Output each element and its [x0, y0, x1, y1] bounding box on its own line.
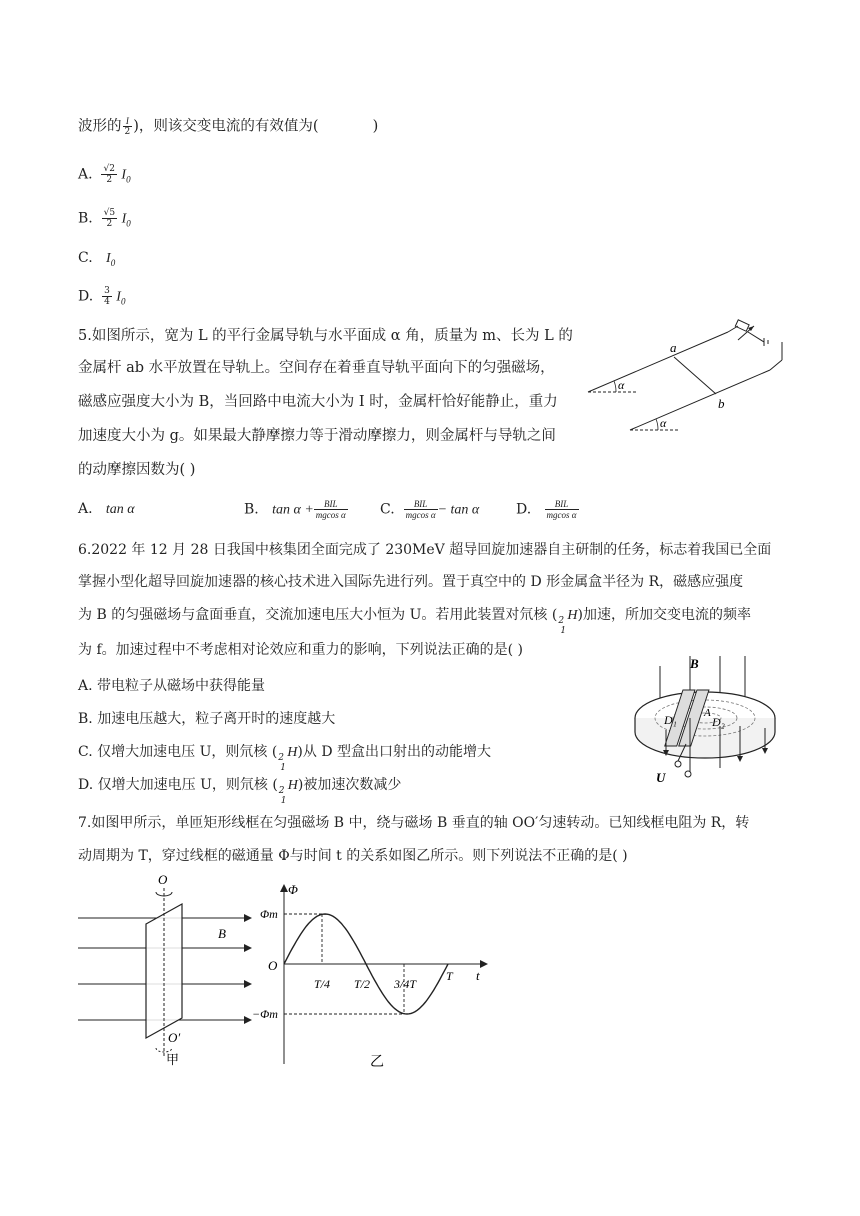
q5-stem-line-2: 金属杆 ab 水平放置在导轨上。空间存在着垂直导轨平面向下的匀强磁场， [78, 360, 555, 376]
q7-neg-phi-m-label: −Φm [252, 1007, 278, 1021]
q6-stem-line-3: 为 B 的匀强磁场与盒面垂直，交流加速电压大小恒为 U。若用此装置对氘核 ( 2 1 H)加速，所加交变电流的频率 [78, 607, 751, 636]
q5-label-a: a [670, 340, 677, 355]
q7-tick-T2: T/2 [354, 977, 371, 991]
q4-option-d[interactable]: D. $\frac{3}{4}$ $I_0$ [78, 286, 126, 307]
q6-label-U: U [656, 770, 666, 785]
q6-option-c[interactable]: C. 仅增大加速电压 U，则氘核 ( 2 1 H)从 D 型盒出口射出的动能增大 [78, 744, 492, 773]
q7-label-O2: O′ [168, 1030, 181, 1045]
q7-tick-T: T [446, 969, 453, 983]
q7-x-axis-label: t [476, 968, 480, 983]
q7-y-axis-label: Φ [288, 882, 298, 897]
q7-phi-m-label: Φm [260, 907, 278, 921]
q5-angle-2: α [660, 416, 667, 430]
q6-label-A: A [704, 707, 711, 719]
q7-caption-yi: 乙 [370, 1055, 384, 1070]
q5-stem-line-4: 加速度大小为 g。如果最大静摩擦力等于滑动摩擦力，则金属杆与导轨之间 [78, 428, 556, 444]
q6-label-D1: D₁ [664, 713, 677, 727]
q7-caption-jia: 甲 [166, 1052, 180, 1067]
q5-label-b: b [718, 396, 725, 411]
q4-option-c[interactable]: C. $I_0$ [78, 250, 116, 268]
q7-figure-jia-coil [76, 868, 256, 1068]
q6-stem-line-2: 掌握小型化超导回旋加速器的核心技术进入国际先进行列。置于真空中的 D 形金属盒半径为 R，磁感应强度 [78, 574, 744, 590]
q6-figure-cyclotron [630, 656, 780, 788]
q5-stem-line-1: 5.如图所示，宽为 L 的平行金属导轨与水平面成 α 角，质量为 m、长为 L 的 [78, 328, 573, 344]
q7-figure-yi-flux-graph [252, 880, 502, 1076]
q5-option-d[interactable]: D. $\frac{\text{BIL}}{\text{mgcos α}}$ [516, 499, 577, 520]
q4-stem-tail: 波形的 $\frac{I}{2}$ )，则该交变电流的有效值为( ) [78, 116, 379, 137]
q6-stem-line-4: 为 f。加速过程中不考虑相对论效应和重力的影响，下列说法正确的是( ) [78, 642, 524, 658]
q5-option-a[interactable]: A. tan α [78, 501, 135, 517]
q5-stem-line-3: 磁感应强度大小为 B，当回路中电流大小为 I 时，金属杆恰好能静止，重力 [78, 394, 558, 410]
q7-origin-label: O [268, 958, 278, 973]
q4-option-b[interactable]: B. $\frac{√5}{2}$ $I_0$ [78, 208, 131, 229]
q5-option-c[interactable]: C. $\frac{\text{BIL}}{\text{mgcos α}}$ − tan α [380, 499, 480, 520]
q4-option-a[interactable]: A. $\frac{√2}{2}$ $I_0$ [78, 164, 131, 185]
q5-stem-line-5: 的动摩擦因数为( ) [78, 462, 196, 478]
q6-option-a[interactable]: A. 带电粒子从磁场中获得能量 [78, 678, 266, 694]
q7-stem-line-1: 7.如图甲所示，单匝矩形线框在匀强磁场 B 中，绕与磁场 B 垂直的轴 OO′匀速转动。已知线框电阻为 R，转 [78, 815, 750, 831]
q7-tick-3T4: 3/4T [394, 977, 417, 991]
q7-label-O: O [158, 872, 168, 887]
q5-option-b[interactable]: B. tan α + $\frac{\text{BIL}}{\text{mgcos α}}$ [244, 499, 346, 520]
q6-option-d[interactable]: D. 仅增大加速电压 U，则氘核 ( 2 1 H)被加速次数减少 [78, 777, 402, 806]
q6-label-B: B [690, 656, 699, 671]
q6-option-b[interactable]: B. 加速电压越大，粒子离开时的速度越大 [78, 711, 336, 727]
q6-stem-line-1: 6.2022 年 12 月 28 日我国中核集团全面完成了 230MeV 超导回旋加速器自主研制的任务，标志着我国已全面 [78, 542, 772, 558]
q7-stem-line-2: 动周期为 T，穿过线框的磁通量 Φ与时间 t 的关系如图乙所示。则下列说法不正确的是( ) [78, 848, 628, 864]
q6-label-D2: D₂ [712, 715, 725, 729]
q7-label-B: B [218, 926, 226, 941]
q5-figure-incline-rails [588, 322, 788, 432]
q5-angle-1: α [618, 378, 625, 392]
q7-tick-T4: T/4 [314, 977, 331, 991]
